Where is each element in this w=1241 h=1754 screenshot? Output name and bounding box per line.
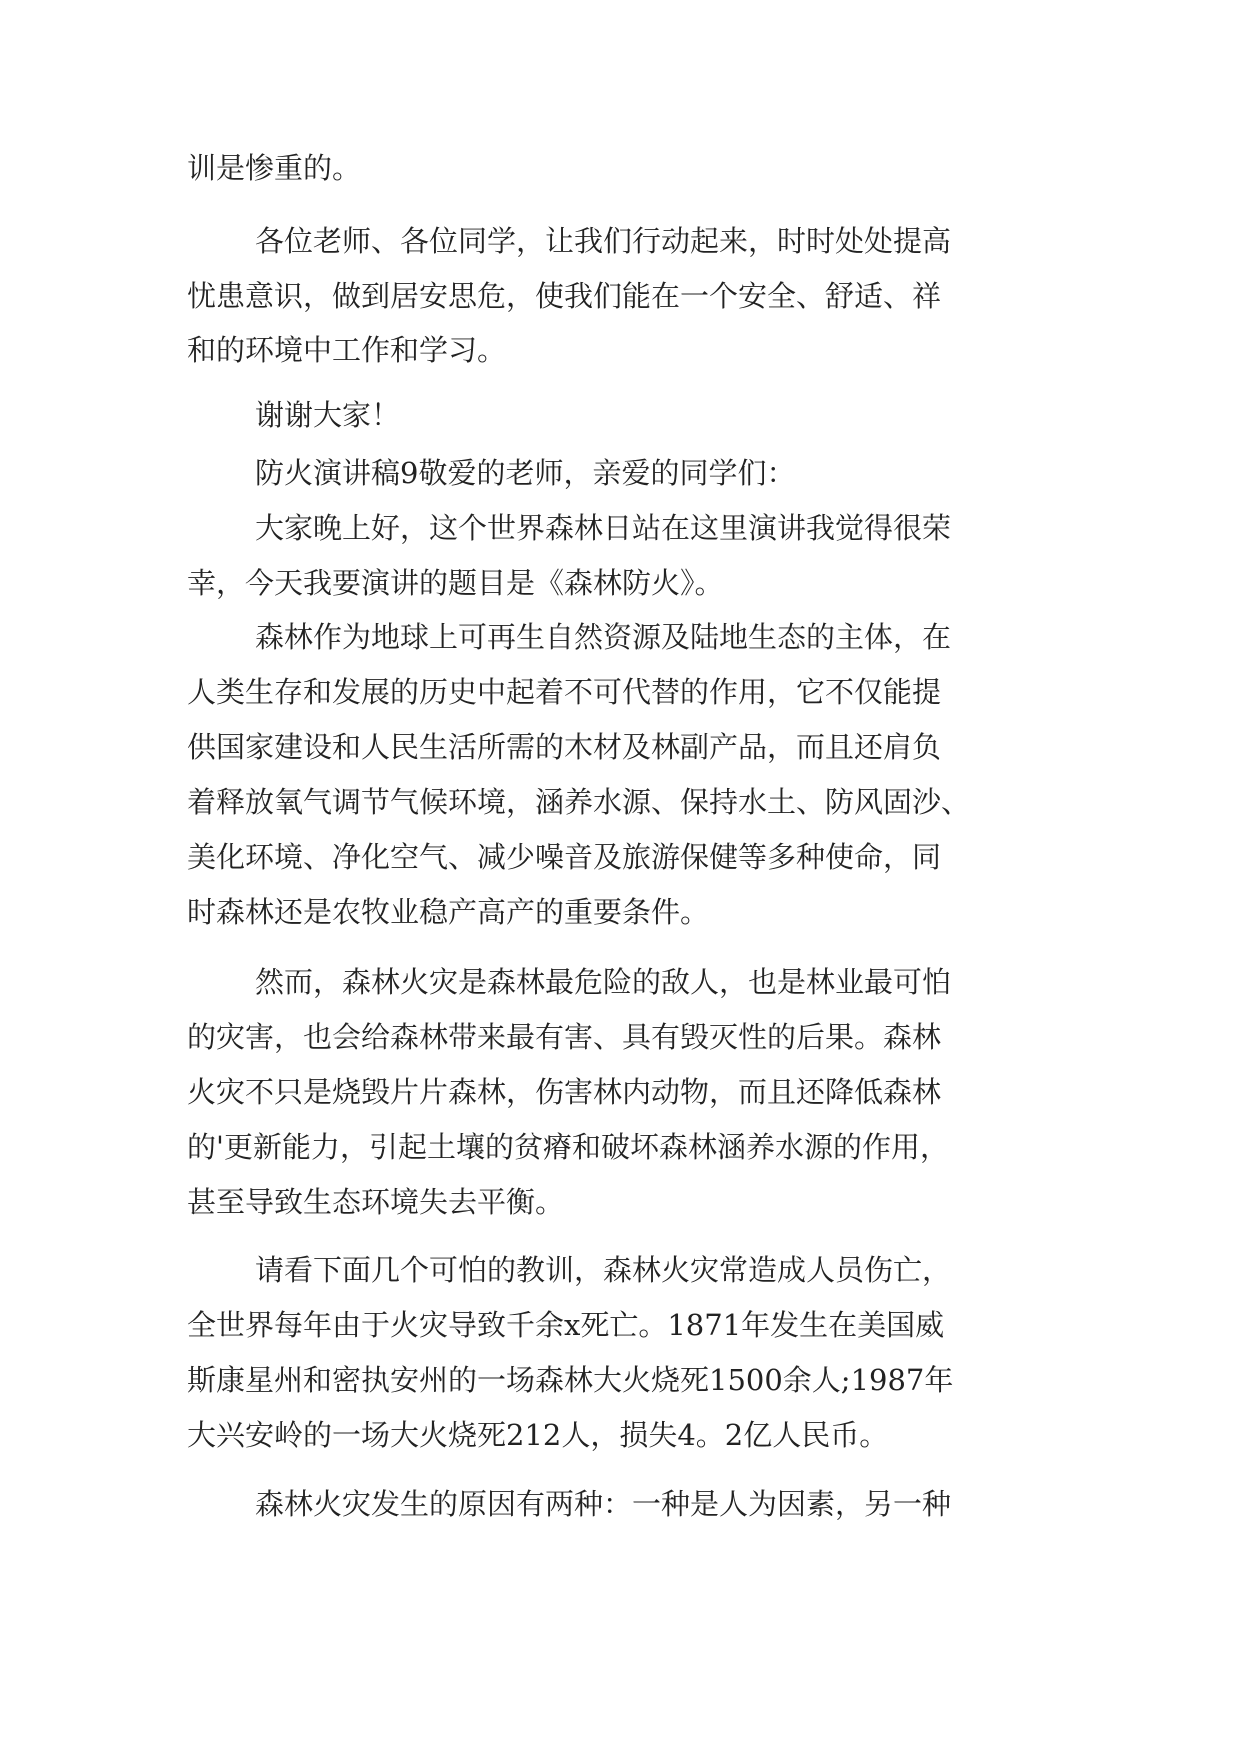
text-line: 大兴安岭的一场大火烧死212人，损失4。2亿人民币。 <box>187 1418 889 1452</box>
paragraph-first-line: 大家晚上好，这个世界森林日站在这里演讲我觉得很荣 <box>255 511 952 545</box>
text-line: 火灾不只是烧毁片片森林，伤害林内动物，而且还降低森林 <box>187 1075 942 1109</box>
text-line: 和的环境中工作和学习。 <box>187 333 507 367</box>
text-line: 时森林还是农牧业稳产高产的重要条件。 <box>187 895 710 929</box>
text-line: 着释放氧气调节气候环境，涵养水源、保持水土、防风固沙、 <box>187 785 971 819</box>
paragraph-first-line: 谢谢大家！ <box>255 398 401 432</box>
paragraph-first-line: 然而，森林火灾是森林最危险的敌人，也是林业最可怕 <box>255 965 952 999</box>
paragraph-first-line: 防火演讲稿9敬爱的老师，亲爱的同学们： <box>255 456 796 490</box>
paragraph-first-line: 森林火灾发生的原因有两种：一种是人为因素，另一种 <box>255 1487 952 1521</box>
paragraph-first-line: 请看下面几个可怕的教训，森林火灾常造成人员伤亡， <box>255 1253 952 1287</box>
text-line: 的'更新能力，引起土壤的贫瘠和破坏森林涵养水源的作用， <box>187 1130 949 1164</box>
text-line: 斯康星州和密执安州的一场森林大火烧死1500余人;1987年 <box>187 1363 954 1397</box>
text-line: 美化环境、净化空气、减少噪音及旅游保健等多种使命，同 <box>187 840 942 874</box>
text-line: 忧患意识，做到居安思危，使我们能在一个安全、舒适、祥 <box>187 279 942 313</box>
text-line: 幸，今天我要演讲的题目是《森林防火》。 <box>187 566 724 600</box>
text-line: 供国家建设和人民生活所需的木材及林副产品，而且还肩负 <box>187 730 942 764</box>
paragraph-first-line: 各位老师、各位同学，让我们行动起来，时时处处提高 <box>255 224 952 258</box>
text-line: 的灾害，也会给森林带来最有害、具有毁灭性的后果。森林 <box>187 1020 942 1054</box>
text-line: 全世界每年由于火灾导致千余x死亡。1871年发生在美国威 <box>187 1308 945 1342</box>
text-line: 甚至导致生态环境失去平衡。 <box>187 1185 565 1219</box>
paragraph-first-line: 森林作为地球上可再生自然资源及陆地生态的主体，在 <box>255 620 952 654</box>
text-line: 训是惨重的。 <box>187 151 362 185</box>
text-line: 人类生存和发展的历史中起着不可代替的作用，它不仅能提 <box>187 675 942 709</box>
